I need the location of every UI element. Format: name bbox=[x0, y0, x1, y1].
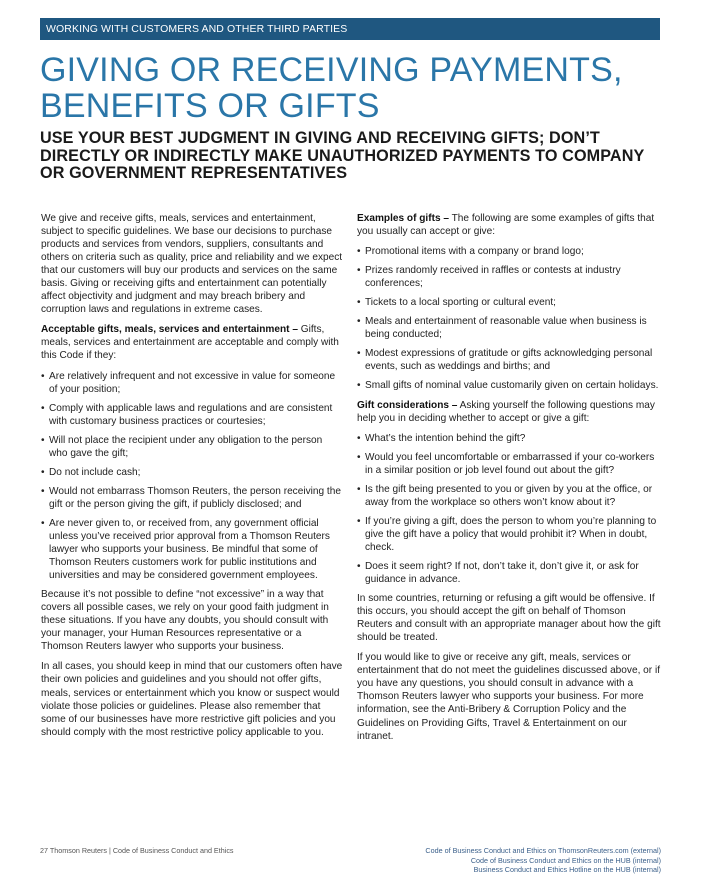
list-item: • Tickets to a local sporting or cultural event; bbox=[357, 296, 663, 309]
acceptable-heading: Acceptable gifts, meals, services and entertainment – bbox=[41, 324, 298, 336]
examples-heading: Examples of gifts – bbox=[357, 213, 449, 224]
considerations-text: Asking yourself the following questions may help you in deciding whether to accept or give a gift: bbox=[357, 399, 655, 424]
examples-list bbox=[357, 245, 663, 392]
intro-paragraph: We give and receive gifts, meals, services and entertainment, subject to specific guidelines. We base our decisions to purchase products and services from vendors, suppliers, consultants and others on criteria such as quality, price and reliability and we expect that our customers will buy our products and services on the same basis. Giving or receiving gifts and entertainment can potentially affect objectivity and judgment and may breach bribery and corruption laws and regulations in extreme cases. bbox=[41, 213, 343, 316]
considerations-heading: Gift considerations – bbox=[357, 399, 458, 411]
page-title: GIVING OR RECEIVING PAYMENTS, BENEFITS OR GIFTS bbox=[40, 51, 623, 125]
footer-link-hub-code[interactable]: Code of Business Conduct and Ethics on the HUB (internal) bbox=[470, 855, 661, 865]
list-item: • If you’re giving a gift, does the person to whom you’re planning to give the gift have a policy that would prohibit it? When in doubt, check. bbox=[357, 515, 663, 554]
page-subtitle: USE YOUR BEST JUDGMENT IN GIVING AND RECEIVING GIFTS; DON’T DIRECTLY OR INDIRECTLY MAKE UNAUTHORIZED PAYMENTS TO COMPANY OR GOVERNMENT REPRESENTATIVES bbox=[40, 129, 645, 182]
guidelines-paragraph: If you would like to give or receive any gift, meals, services or entertainment that do not meet the guidelines discussed above, or if you have any questions, you should consult in advance with a Thomson Reuters lawyer who supports your business. For more information, see the Anti-Bribery & Corruption Policy and the Guidelines on Providing Gifts, Travel & Entertainment on our intranet. bbox=[357, 652, 660, 742]
examples-text: The following are some examples of gifts that you usually can accept or give: bbox=[357, 213, 655, 238]
list-item: • Comply with applicable laws and regulations and are consistent with customary business practices or courtesies; bbox=[41, 402, 343, 428]
considerations-paragraph bbox=[357, 399, 663, 425]
list-item: • Do not include cash; bbox=[41, 466, 343, 479]
acceptable-list bbox=[41, 370, 343, 583]
list-item: • Modest expressions of gratitude or gifts acknowledging personal events, such as weddings and births; and bbox=[357, 347, 663, 373]
offensive-paragraph: In some countries, returning or refusing a gift would be offensive. If this occurs, you should accept the gift on behalf of Thomson Reuters and consult with an appropriate manager about how the gift should be treated. bbox=[357, 593, 661, 644]
examples-paragraph bbox=[357, 212, 663, 238]
list-item: • Promotional items with a company or brand logo; bbox=[357, 245, 663, 258]
list-item: • What’s the intention behind the gift? bbox=[357, 432, 663, 445]
list-item: • Will not place the recipient under any obligation to the person who gave the gift; bbox=[41, 434, 343, 460]
footer-page-info: 27 Thomson Reuters | Code of Business Conduct and Ethics bbox=[40, 846, 234, 855]
list-item: • Prizes randomly received in raffles or contests at industry conferences; bbox=[357, 264, 663, 290]
acceptable-paragraph bbox=[41, 323, 343, 362]
right-column bbox=[357, 212, 663, 750]
considerations-list bbox=[357, 432, 663, 586]
list-item: • Is the gift being presented to you or given by you at the office, or away from the workplace so others won’t know about it? bbox=[357, 483, 663, 509]
list-item: • Does it seem right? If not, don’t take it, don’t give it, or ask for guidance in advance. bbox=[357, 560, 663, 586]
all-cases-paragraph: In all cases, you should keep in mind that our customers often have their own policies and guidelines and you should not offer gifts, meals, services or entertainment which you know or suspect would violate those policies or guidelines. Please also remember that some of our businesses have more restrictive gift policies and you should comply with the most restrictive policy applicable to you. bbox=[41, 661, 343, 738]
list-item: • Are relatively infrequent and not excessive in value for someone of your position; bbox=[41, 370, 343, 396]
list-item: • Small gifts of nominal value customarily given on certain holidays. bbox=[357, 379, 663, 392]
list-item: • Meals and entertainment of reasonable value when business is being conducted; bbox=[357, 315, 663, 341]
footer-link-hotline[interactable]: Business Conduct and Ethics Hotline on the HUB (internal) bbox=[473, 865, 661, 874]
acceptable-text: Gifts, meals, services and entertainment are acceptable and comply with this Code if they: bbox=[41, 324, 339, 362]
list-item: • Are never given to, or received from, any government official unless you’ve received prior approval from a Thomson Reuters lawyer who supports your business. Be mindful that some of Thomson Reuters customers work for public institutions and universities and may be considered government employees. bbox=[41, 517, 343, 582]
section-banner: WORKING WITH CUSTOMERS AND OTHER THIRD PARTIES bbox=[40, 18, 660, 40]
footer-link-external-code[interactable]: Code of Business Conduct and Ethics on ThomsonReuters.com (external) bbox=[425, 846, 661, 855]
left-column bbox=[41, 212, 343, 746]
excessive-paragraph: Because it’s not possible to define “not excessive” in a way that covers all possible cases, we rely on your good faith judgment in these situations. If you have any doubts, you should consult with your manager, your Human Resources representative or a Thomson Reuters lawyer who supports your business. bbox=[41, 589, 329, 653]
footer-links bbox=[425, 846, 661, 875]
list-item: • Would you feel uncomfortable or embarrassed if your co-workers in a similar position or job level found out about the gift? bbox=[357, 451, 663, 477]
list-item: • Would not embarrass Thomson Reuters, the person receiving the gift or the person giving the gift, if publicly disclosed; and bbox=[41, 485, 343, 511]
